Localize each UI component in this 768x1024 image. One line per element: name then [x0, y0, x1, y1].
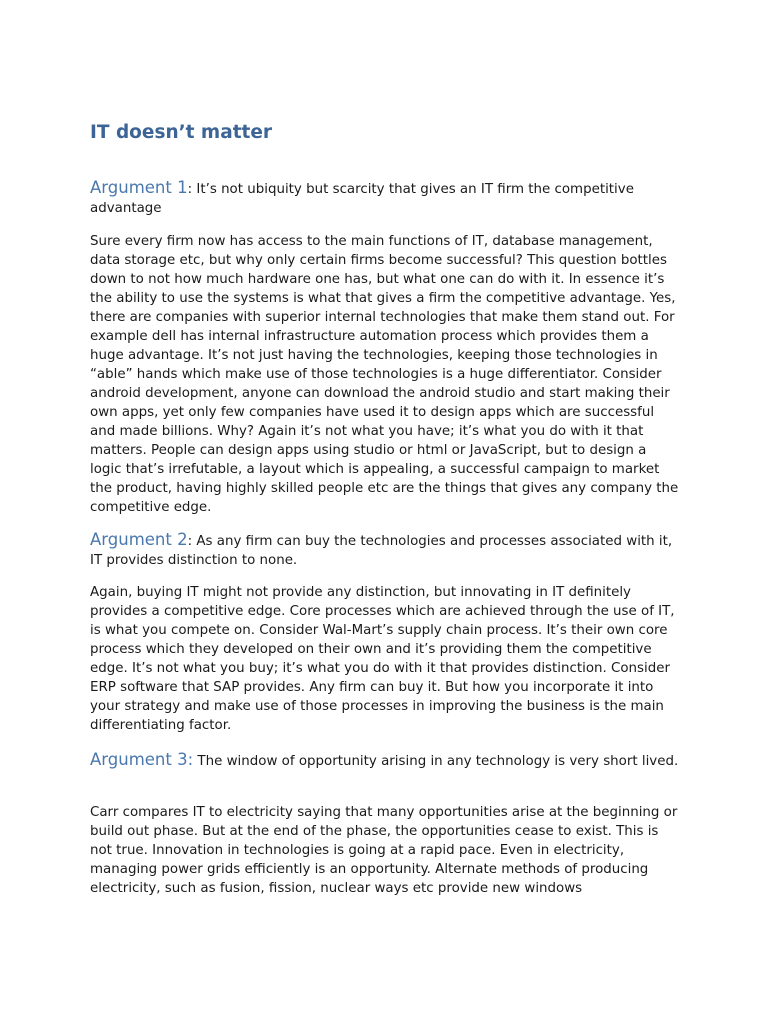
argument-2-body: Again, buying IT might not provide any distinction, but innovating in IT definitely provides a competitive edge. Core processes which are achieved through the use of IT, is what you compete on. Consider Wal-Mart’s supply chain process. It’s their own core process which they developed on their own and it’s providing them the competitive edge. It’s not what you buy; it’s what you do with it that provides distinction. Consider ERP software that SAP provides. Any firm can buy it. But how you incorporate it into your strategy and make use of those processes in improving the business is the main differentiating factor.: [90, 585, 675, 733]
document-title: IT doesn’t matter: [90, 122, 273, 143]
argument-2-statement: : As any firm can buy the technologies and processes associated with it, IT provides distinction to none.: [90, 534, 673, 568]
argument-3-body: Carr compares IT to electricity saying that many opportunities arise at the beginning or build out phase. But at the end of the phase, the opportunities cease to exist. This is not true. Innovation in technologies is going at a rapid pace. Even in electricity, managing power grids efficiently is an opportunity. Alternate methods of producing electricity, such as fusion, fission, nuclear ways etc provide new windows: [90, 805, 678, 896]
argument-2-heading: [90, 530, 680, 570]
argument-3-statement: The window of opportunity arising in any technology is very short lived.: [193, 754, 679, 769]
argument-1-statement: : It’s not ubiquity but scarcity that gives an IT firm the competitive advantage: [90, 182, 634, 216]
argument-2-label: Argument 2: [90, 530, 188, 549]
argument-1-label: Argument 1: [90, 178, 188, 197]
argument-3-heading: [90, 750, 680, 771]
argument-1-heading: [90, 178, 680, 218]
argument-3-label: Argument 3:: [90, 750, 194, 769]
argument-1-body: Sure every firm now has access to the main functions of IT, database management, data storage etc, but why only certain firms become successful? This question bottles down to not how much hardware one has, but what one can do with it. In essence it’s the ability to use the systems is what that gives a firm the competitive advantage. Yes, there are companies with superior internal technologies that make them stand out. For example dell has internal infrastructure automation process which provides them a huge advantage. It’s not just having the technologies, keeping those technologies in “able” hands which make use of those technologies is a huge differentiator. Consider android development, anyone can download the android studio and start making their own apps, yet only few companies have used it to design apps which are successful and made billions. Why? Again it’s not what you have; it’s what you do with it that matters. People can design apps using studio or html or JavaScript, but to design a logic that’s irrefutable, a layout which is appealing, a successful campaign to market the product, having highly skilled people etc are the things that gives any company the competitive edge.: [90, 234, 679, 515]
